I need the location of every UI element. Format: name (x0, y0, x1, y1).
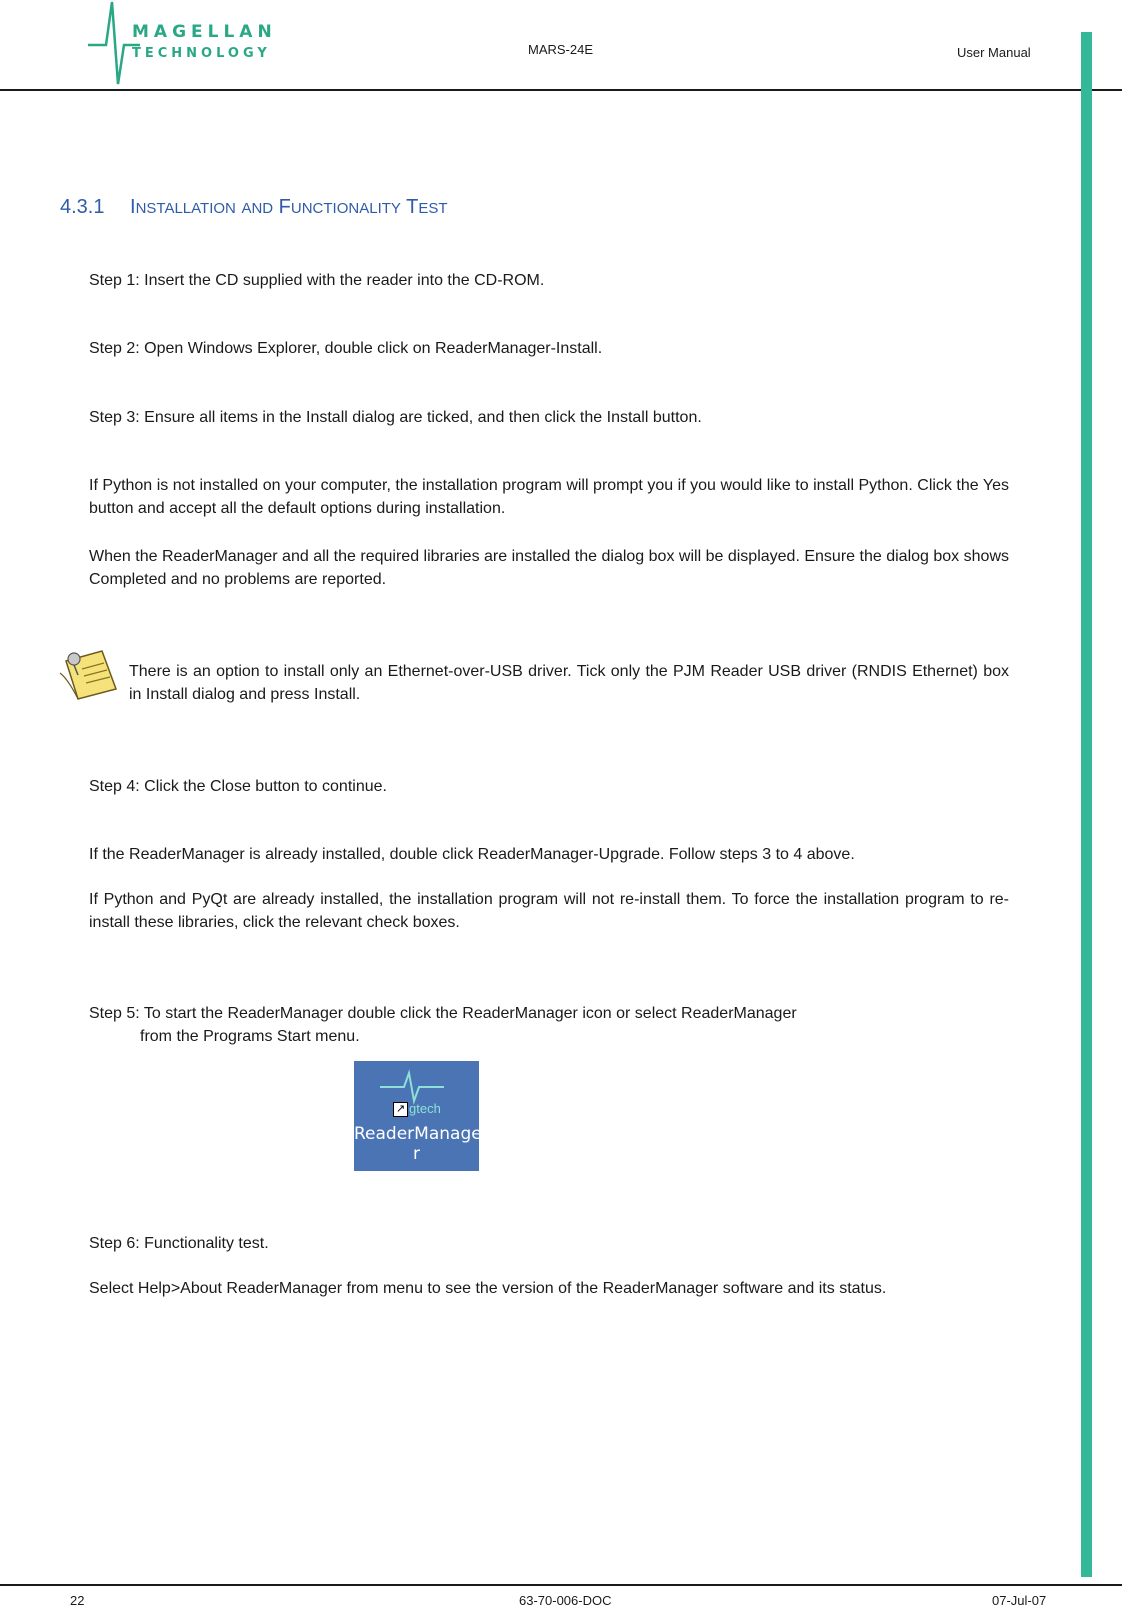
step-4: Step 4: Click the Close button to continue. (89, 778, 387, 795)
section-title: INSTALLATION AND FUNCTIONALITY TEST (130, 196, 448, 218)
shortcut-arrow-icon: ↗ (393, 1102, 408, 1117)
header-divider (0, 89, 1122, 91)
logo-pulse-icon (86, 0, 142, 86)
step-3: Step 3: Ensure all items in the Install dialog are ticked, and then click the Install button. (89, 409, 702, 426)
doc-date: 07-Jul-07 (992, 1593, 1047, 1608)
note-pin-icon (58, 645, 120, 703)
footer-divider (0, 1584, 1122, 1586)
note-text: There is an option to install only an Ethernet-over-USB driver. Tick only the PJM Reader USB driver (RNDIS Ethernet) box in Install dialog and press Install. (129, 663, 1009, 703)
doc-number: 63-70-006-DOC (519, 1593, 612, 1608)
upgrade-paragraph: If the ReaderManager is already installed, double click ReaderManager-Upgrade. Follow steps 3 to 4 above. (89, 846, 855, 863)
section-number: 4.3.1 (60, 196, 105, 218)
step-2: Step 2: Open Windows Explorer, double click on ReaderManager-Install. (89, 340, 603, 357)
step-5-line-2: from the Programs Start menu. (140, 1028, 360, 1045)
pulse-icon (378, 1069, 448, 1105)
logo-text-top: MAGELLAN (132, 22, 277, 42)
pyqt-paragraph: If Python and PyQt are already installed, the installation program will not re-install them. To force the installation program to re-install these libraries, click the relevant check boxes. (89, 891, 1009, 931)
step-5-line-1: Step 5: To start the ReaderManager double click the ReaderManager icon or select ReaderManager (89, 1005, 797, 1022)
icon-brand-text: gtech (409, 1101, 441, 1116)
header-doc-type: User Manual (957, 45, 1031, 60)
side-accent-bar (1081, 32, 1092, 1577)
about-paragraph: Select Help>About ReaderManager from menu to see the version of the ReaderManager software and its status. (89, 1280, 887, 1297)
icon-label: ReaderManage r (354, 1124, 482, 1164)
python-prompt-paragraph: If Python is not installed on your computer, the installation program will prompt you if you would like to install Python. Click the Yes button and accept all the default options during installation. (89, 477, 1009, 517)
logo-text-bottom: TECHNOLOGY (132, 46, 271, 61)
step-6: Step 6: Functionality test. (89, 1235, 269, 1252)
page-number: 22 (70, 1593, 85, 1608)
section-heading (60, 196, 448, 219)
step-5 (89, 1002, 1009, 1048)
readermanager-desktop-icon[interactable] (354, 1061, 482, 1171)
step-1: Step 1: Insert the CD supplied with the reader into the CD-ROM. (89, 272, 545, 289)
header-product: MARS-24E (528, 42, 594, 57)
completed-paragraph: When the ReaderManager and all the required libraries are installed the dialog box will be displayed. Ensure the dialog box shows Completed and no problems are reported. (89, 548, 1009, 588)
